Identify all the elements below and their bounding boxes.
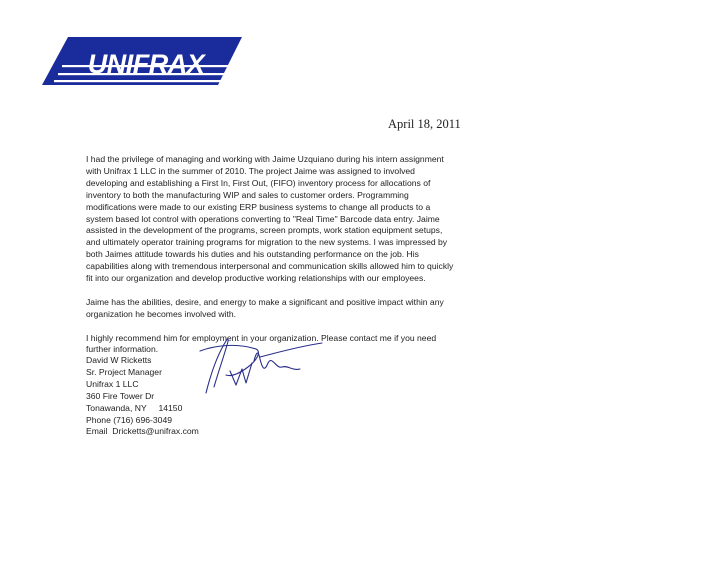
body-line: inventory to both the manufacturing WIP and sales to customer orders. Programming	[86, 189, 409, 200]
unifrax-logo	[42, 37, 242, 85]
body-line: Jaime has the abilities, desire, and energy to make a significant and positive impact within any	[86, 296, 444, 307]
signer-phone: Phone (716) 696-3049	[86, 414, 173, 425]
signer-title: Sr. Project Manager	[86, 366, 162, 377]
paragraph-intro	[86, 154, 526, 285]
signer-street: 360 Fire Tower Dr	[86, 390, 155, 401]
body-line: system based lot control with operations converting to "Real Time" Barcode data entry. Jaime	[86, 213, 440, 224]
signature-block	[86, 355, 199, 438]
body-line: both Jaimes attitude towards his duties and his outstanding performance on the job. His	[86, 249, 419, 260]
handwritten-signature	[196, 333, 326, 395]
signer-city-zip: Tonawanda, NY 14150	[86, 402, 183, 413]
body-line: developing and establishing a First In, First Out, (FIFO) inventory process for allocations of	[86, 177, 431, 188]
body-line: organization he becomes involved with.	[86, 308, 237, 319]
signer-name: David W Ricketts	[86, 355, 152, 365]
body-line: fit into our organization and develop productive working relationships with our employees.	[86, 273, 426, 284]
body-line: and ultimately operator training programs for migration to the new systems. I was impressed by	[86, 237, 448, 248]
body-line: I highly recommend him for employment in your organization. Please contact me if you need	[86, 332, 437, 343]
body-line: I had the privilege of managing and working with Jaime Uzquiano during his intern assignment	[86, 154, 444, 164]
signer-company: Unifrax 1 LLC	[86, 378, 139, 389]
body-line: capabilities along with tremendous interpersonal and communication skills allowed him to quickly	[86, 261, 454, 272]
body-line: with Unifrax 1 LLC in the summer of 2010. The project Jaime was assigned to involved	[86, 165, 415, 176]
body-line: further information.	[86, 344, 159, 355]
paragraph-impact	[86, 297, 526, 321]
body-line: assisted in the development of the programs, screen prompts, work station equipment setups,	[86, 225, 443, 236]
body-line: modifications were made to our existing ERP business systems to change all products to a	[86, 201, 431, 212]
signer-email: Email Dricketts@unifrax.com	[86, 426, 199, 437]
letter-date: April 18, 2011	[388, 117, 461, 131]
logo-wordmark: UNIFRAX	[87, 49, 205, 79]
